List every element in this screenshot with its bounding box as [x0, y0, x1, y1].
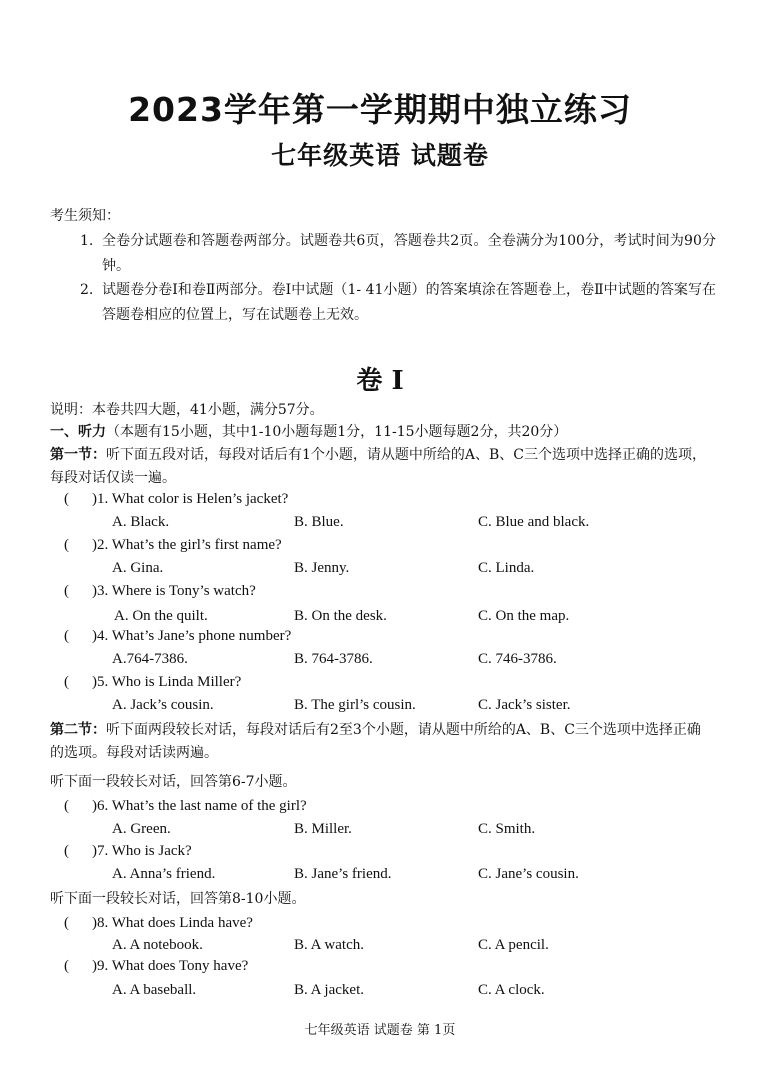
notice-item-number: 2.	[80, 282, 94, 298]
answer-bracket[interactable]: (	[64, 628, 69, 644]
notice-item-text: 全卷分试题卷和答题卷两部分。试题卷共6页，答题卷共2页。全卷满分为100分，考试时间为90分钟。	[102, 233, 716, 274]
question-text: )9. What does Tony have?	[92, 958, 249, 974]
option-c: C. Blue and black.	[478, 514, 590, 530]
section2-instructions	[50, 719, 714, 765]
volume-explanation: 说明：本卷共四大题，41小题，满分57分。	[50, 402, 324, 418]
option-a: A. Jack’s cousin.	[112, 697, 214, 713]
option-a: A. A notebook.	[112, 937, 203, 953]
volume-heading: 卷 Ⅰ	[356, 366, 404, 396]
question-text: )2. What’s the girl’s first name?	[92, 537, 282, 553]
option-c: C. Smith.	[478, 821, 536, 837]
option-b: B. A watch.	[294, 937, 364, 953]
option-c: C. A clock.	[478, 982, 545, 998]
question-text: )3. Where is Tony’s watch?	[92, 583, 256, 599]
page-footer: 七年级英语 试题卷 第 1页	[304, 1023, 456, 1038]
question-stem	[64, 583, 256, 600]
section1-text: 听下面五段对话，每段对话后有1个小题，请从题中所给的A、B、C三个选项中选择正确的选项，每段对话仅读一遍。	[50, 447, 707, 486]
answer-bracket[interactable]: (	[64, 958, 69, 974]
section2-text: 听下面两段较长对话，每段对话后有2至3个小题，请从题中所给的A、B、C三个选项中选择正确的选项。每段对话读两遍。	[50, 722, 701, 761]
option-b: B. Jenny.	[294, 560, 350, 576]
option-b: B. 764-3786.	[294, 651, 373, 667]
question-stem	[64, 915, 253, 932]
section1-label: 第一节：	[50, 447, 106, 463]
question-text: )1. What color is Helen’s jacket?	[92, 491, 289, 507]
question-stem	[64, 628, 291, 645]
answer-bracket[interactable]: (	[64, 915, 69, 931]
question-stem	[64, 537, 282, 554]
question-text: )5. Who is Linda Miller?	[92, 674, 242, 690]
answer-bracket[interactable]: (	[64, 674, 69, 690]
question-stem	[64, 958, 248, 975]
dialogue-prompt: 听下面一段较长对话，回答第8-10小题。	[50, 891, 306, 907]
option-c: C. Linda.	[478, 560, 535, 576]
page-title: 2023学年第一学期期中独立练习	[128, 90, 632, 129]
page-subtitle: 七年级英语 试题卷	[271, 141, 489, 170]
option-a: A. Green.	[112, 821, 171, 837]
answer-bracket[interactable]: (	[64, 583, 69, 599]
option-a: A. On the quilt.	[114, 608, 208, 624]
option-a: A. A baseball.	[112, 982, 197, 998]
question-text: )4. What’s Jane’s phone number?	[92, 628, 292, 644]
notice-item	[80, 229, 716, 279]
option-c: C. Jack’s sister.	[478, 697, 571, 713]
answer-bracket[interactable]: (	[64, 491, 69, 507]
option-a: A.764-7386.	[112, 651, 188, 667]
section2-label: 第二节：	[50, 722, 106, 738]
part1-label: 一、听力	[50, 424, 106, 440]
question-stem	[64, 843, 192, 860]
option-b: B. The girl’s cousin.	[294, 697, 416, 713]
dialogue-prompt: 听下面一段较长对话，回答第6-7小题。	[50, 774, 297, 790]
answer-bracket[interactable]: (	[64, 537, 69, 553]
question-stem	[64, 674, 241, 691]
option-a: A. Anna’s friend.	[112, 866, 216, 882]
question-text: )6. What’s the last name of the girl?	[92, 798, 307, 814]
option-c: C. On the map.	[478, 608, 570, 624]
option-b: B. Jane’s friend.	[294, 866, 392, 882]
option-c: C. Jane’s cousin.	[478, 866, 579, 882]
option-c: C. A pencil.	[478, 937, 549, 953]
notice-heading: 考生须知：	[50, 208, 120, 224]
question-text: )8. What does Linda have?	[92, 915, 253, 931]
notice-item-number: 1.	[80, 233, 94, 249]
option-c: C. 746-3786.	[478, 651, 557, 667]
option-a: A. Gina.	[112, 560, 164, 576]
option-a: A. Black.	[112, 514, 170, 530]
part1-description: （本题有15小题，其中1-10小题每题1分，11-15小题每题2分，共20分）	[106, 424, 568, 440]
notice-item-text: 试题卷分卷Ⅰ和卷Ⅱ两部分。卷Ⅰ中试题（1- 41小题）的答案填涂在答题卷上，卷Ⅱ中试题的答案写在答题卷相应的位置上，写在试题卷上无效。	[102, 282, 716, 323]
answer-bracket[interactable]: (	[64, 843, 69, 859]
option-b: B. On the desk.	[294, 608, 387, 624]
option-b: B. A jacket.	[294, 982, 364, 998]
question-stem	[64, 491, 288, 508]
part1-heading	[50, 421, 714, 444]
answer-bracket[interactable]: (	[64, 798, 69, 814]
section1-instructions	[50, 444, 714, 490]
question-stem	[64, 798, 307, 815]
option-b: B. Miller.	[294, 821, 352, 837]
question-text: )7. Who is Jack?	[92, 843, 192, 859]
option-b: B. Blue.	[294, 514, 344, 530]
notice-item	[80, 278, 716, 328]
